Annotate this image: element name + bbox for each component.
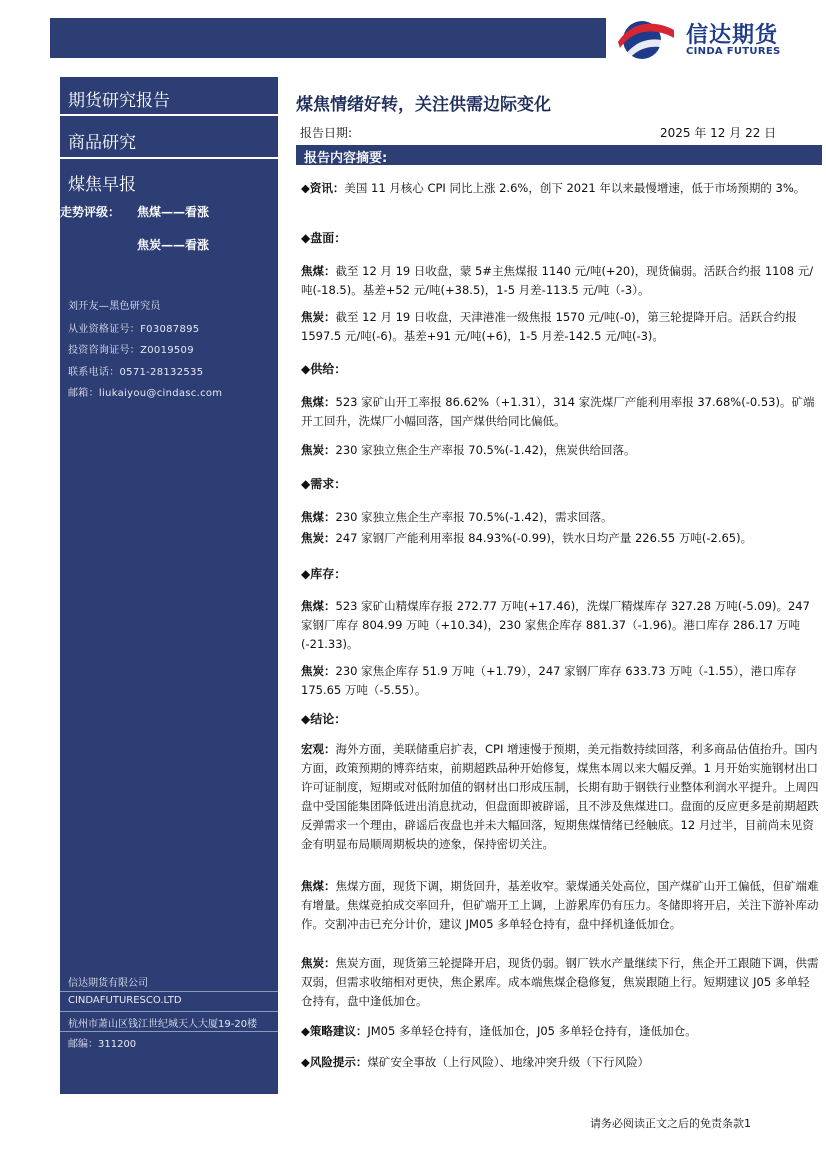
section-header-market: ◆盘面： <box>301 231 347 245</box>
conclusion-coke: 焦炭：焦炭方面，现货第三轮提降开启，现货仍弱。钢厂铁水产量继续下行，焦企开工跟随下调，供需双弱，但需求收缩相对更快，焦企累库。成本端焦煤企稳修复，焦炭跟随上行。短期建议 J05 多单轻仓持有，盘中逢低加仓。 <box>301 956 819 1008</box>
conclusion-macro: 宏观：海外方面，美联储重启扩表，CPI 增速慢于预期，美元指数持续回落，利多商品估值抬升。国内方面，政策预期的博弈结束，前期超跌品种开始修复，煤焦本周以来大幅反弹。1 月开始实施钢材出口许可证制度，短期或对低附加值的钢材出口形成压制，长期有助于钢铁行业整体利润水平提升。上周四盘中受国能集团降低进出消息扰动，但盘面即被辟谣，且不涉及焦煤进口。盘面的反应更多是前期超跌反弹需求一个理由，辟谣后夜盘也并未大幅回落，短期焦煤情绪已经触底。12 月过半，目前尚未见资金有明显布局顺周期板块的迹象，保持密切关注。 <box>301 742 819 851</box>
analyst-name: 刘开友—黑色研究员 <box>68 301 161 312</box>
logo-text-cn: 信达期货 <box>686 23 779 48</box>
inventory-coke: 焦炭：230 家焦企库存 51.9 万吨（+1.79），247 家钢厂库存 633.73 万吨（-1.55），港口库存 175.65 万吨（-5.55）。 <box>301 664 801 697</box>
disclaimer-note: 请务必阅读正文之后的免责条款1 <box>590 1117 751 1130</box>
supply-coking-coal: 焦煤：523 家矿山开工率报 86.62%（+1.31），314 家洗煤厂产能利用率报 37.68%(-0.53)。矿端开工回升，洗煤厂小幅回落，国产煤供给同比偏低。 <box>301 395 815 428</box>
demand-coke: 焦炭：247 家钢厂产能利用率报 84.93%(-0.99)，铁水日均产量 226.55 万吨(-2.65)。 <box>301 531 753 545</box>
inventory-coking-coal: 焦煤：523 家矿山精煤库存报 272.77 万吨(+17.46)，洗煤厂精煤库存 327.28 万吨(-5.09)。247 家钢厂库存 804.99 万吨（+10.34)，230 家焦企库存 881.37（-1.96)。港口库存 286.17 万吨(-21.33)。 <box>301 599 814 651</box>
company-name: 信达期货有限公司 <box>68 978 148 989</box>
sidebar <box>60 77 278 1094</box>
sidebar-divider <box>60 114 278 116</box>
strategy-suggestion: ◆策略建议：JM05 多单轻仓持有，逢低加仓，J05 多单轻仓持有，逢低加仓。 <box>301 1024 697 1038</box>
footer-divider <box>60 991 278 992</box>
footer-divider <box>60 1031 278 1032</box>
page-title: 煤焦情绪好转，关注供需边际变化 <box>296 95 551 115</box>
demand-coking-coal: 焦煤：230 家独立焦企生产率报 70.5%(-1.42)，需求回落。 <box>301 510 613 524</box>
analyst-email[interactable]: 邮箱：liukaiyou@cindasc.com <box>68 388 223 399</box>
supply-coke: 焦炭：230 家独立焦企生产率报 70.5%(-1.42)，焦炭供给回落。 <box>301 443 636 457</box>
risk-warning: ◆风险提示：煤矿安全事故（上行风险）、地缘冲突升级（下行风险） <box>301 1055 650 1069</box>
sidebar-title-report-type: 期货研究报告 <box>68 91 170 111</box>
company-postcode: 邮编：311200 <box>68 1039 137 1050</box>
sidebar-title-category: 商品研究 <box>68 133 136 153</box>
rating-coking-coal: 焦煤——看涨 <box>137 205 210 219</box>
logo-mark-icon <box>612 16 678 60</box>
news-paragraph: ◆资讯：美国 11 月核心 CPI 同比上涨 2.6%，创下 2021 年以来最慢增速，低于市场预期的 3%。 <box>301 181 806 195</box>
company-name-en: CINDAFUTURESCO.LTD <box>68 995 182 1006</box>
company-address: 杭州市萧山区钱江世纪城天人大厦19-20楼 <box>68 1019 258 1030</box>
company-logo <box>612 16 802 60</box>
logo-text-en: CINDA FUTURES <box>686 46 781 57</box>
conclusion-coking-coal: 焦煤：焦煤方面，现货下调，期货回升，基差收窄。蒙煤通关处高位，国产煤矿山开工偏低，但矿端难有增量。焦煤竞拍成交率回升，但矿端开工上调，上游累库仍有压力。冬储即将开启，关注下游补库动作。交割冲击已充分计价，建议 JM05 多单轻仓持有，盘中择机逢低加仓。 <box>301 879 819 931</box>
footer-divider <box>60 1011 278 1012</box>
rating-coke: 焦炭——看涨 <box>137 238 210 252</box>
analyst-consulting-id: 投资咨询证号：Z0019509 <box>68 345 194 356</box>
sidebar-divider <box>60 157 278 159</box>
sidebar-title-report-name: 煤焦早报 <box>68 175 136 195</box>
analyst-phone: 联系电话：0571-28132535 <box>68 367 204 378</box>
section-header-inventory: ◆库存： <box>301 567 347 581</box>
section-header-demand: ◆需求： <box>301 477 347 491</box>
summary-header-label: 报告内容摘要: <box>304 151 388 166</box>
section-header-supply: ◆供给： <box>301 362 347 376</box>
section-header-conclusion: ◆结论： <box>301 712 347 726</box>
summary-header-bar <box>296 145 822 165</box>
market-coke: 焦炭：截至 12 月 19 日收盘，天津港准一级焦报 1570 元/吨(-0)，第三轮提降开启。活跃合约报 1597.5 元/吨(-6)。基差+91 元/吨(+6)，1-5 月差-142.5 元/吨(-3)。 <box>301 310 801 343</box>
report-date-label: 报告日期: <box>300 126 353 140</box>
analyst-qualification: 从业资格证号：F03087895 <box>68 324 200 335</box>
market-coking-coal: 焦煤：截至 12 月 19 日收盘，蒙 5#主焦煤报 1140 元/吨(+20)，现货偏弱。活跃合约报 1108 元/吨(-18.5)。基差+52 元/吨(+38.5)，1-5 月差-113.5 元/吨（-3）。 <box>301 264 814 297</box>
report-date: 2025 年 12 月 22 日 <box>660 126 777 140</box>
rating-label: 走势评级： <box>60 205 121 219</box>
header-band <box>50 18 606 58</box>
